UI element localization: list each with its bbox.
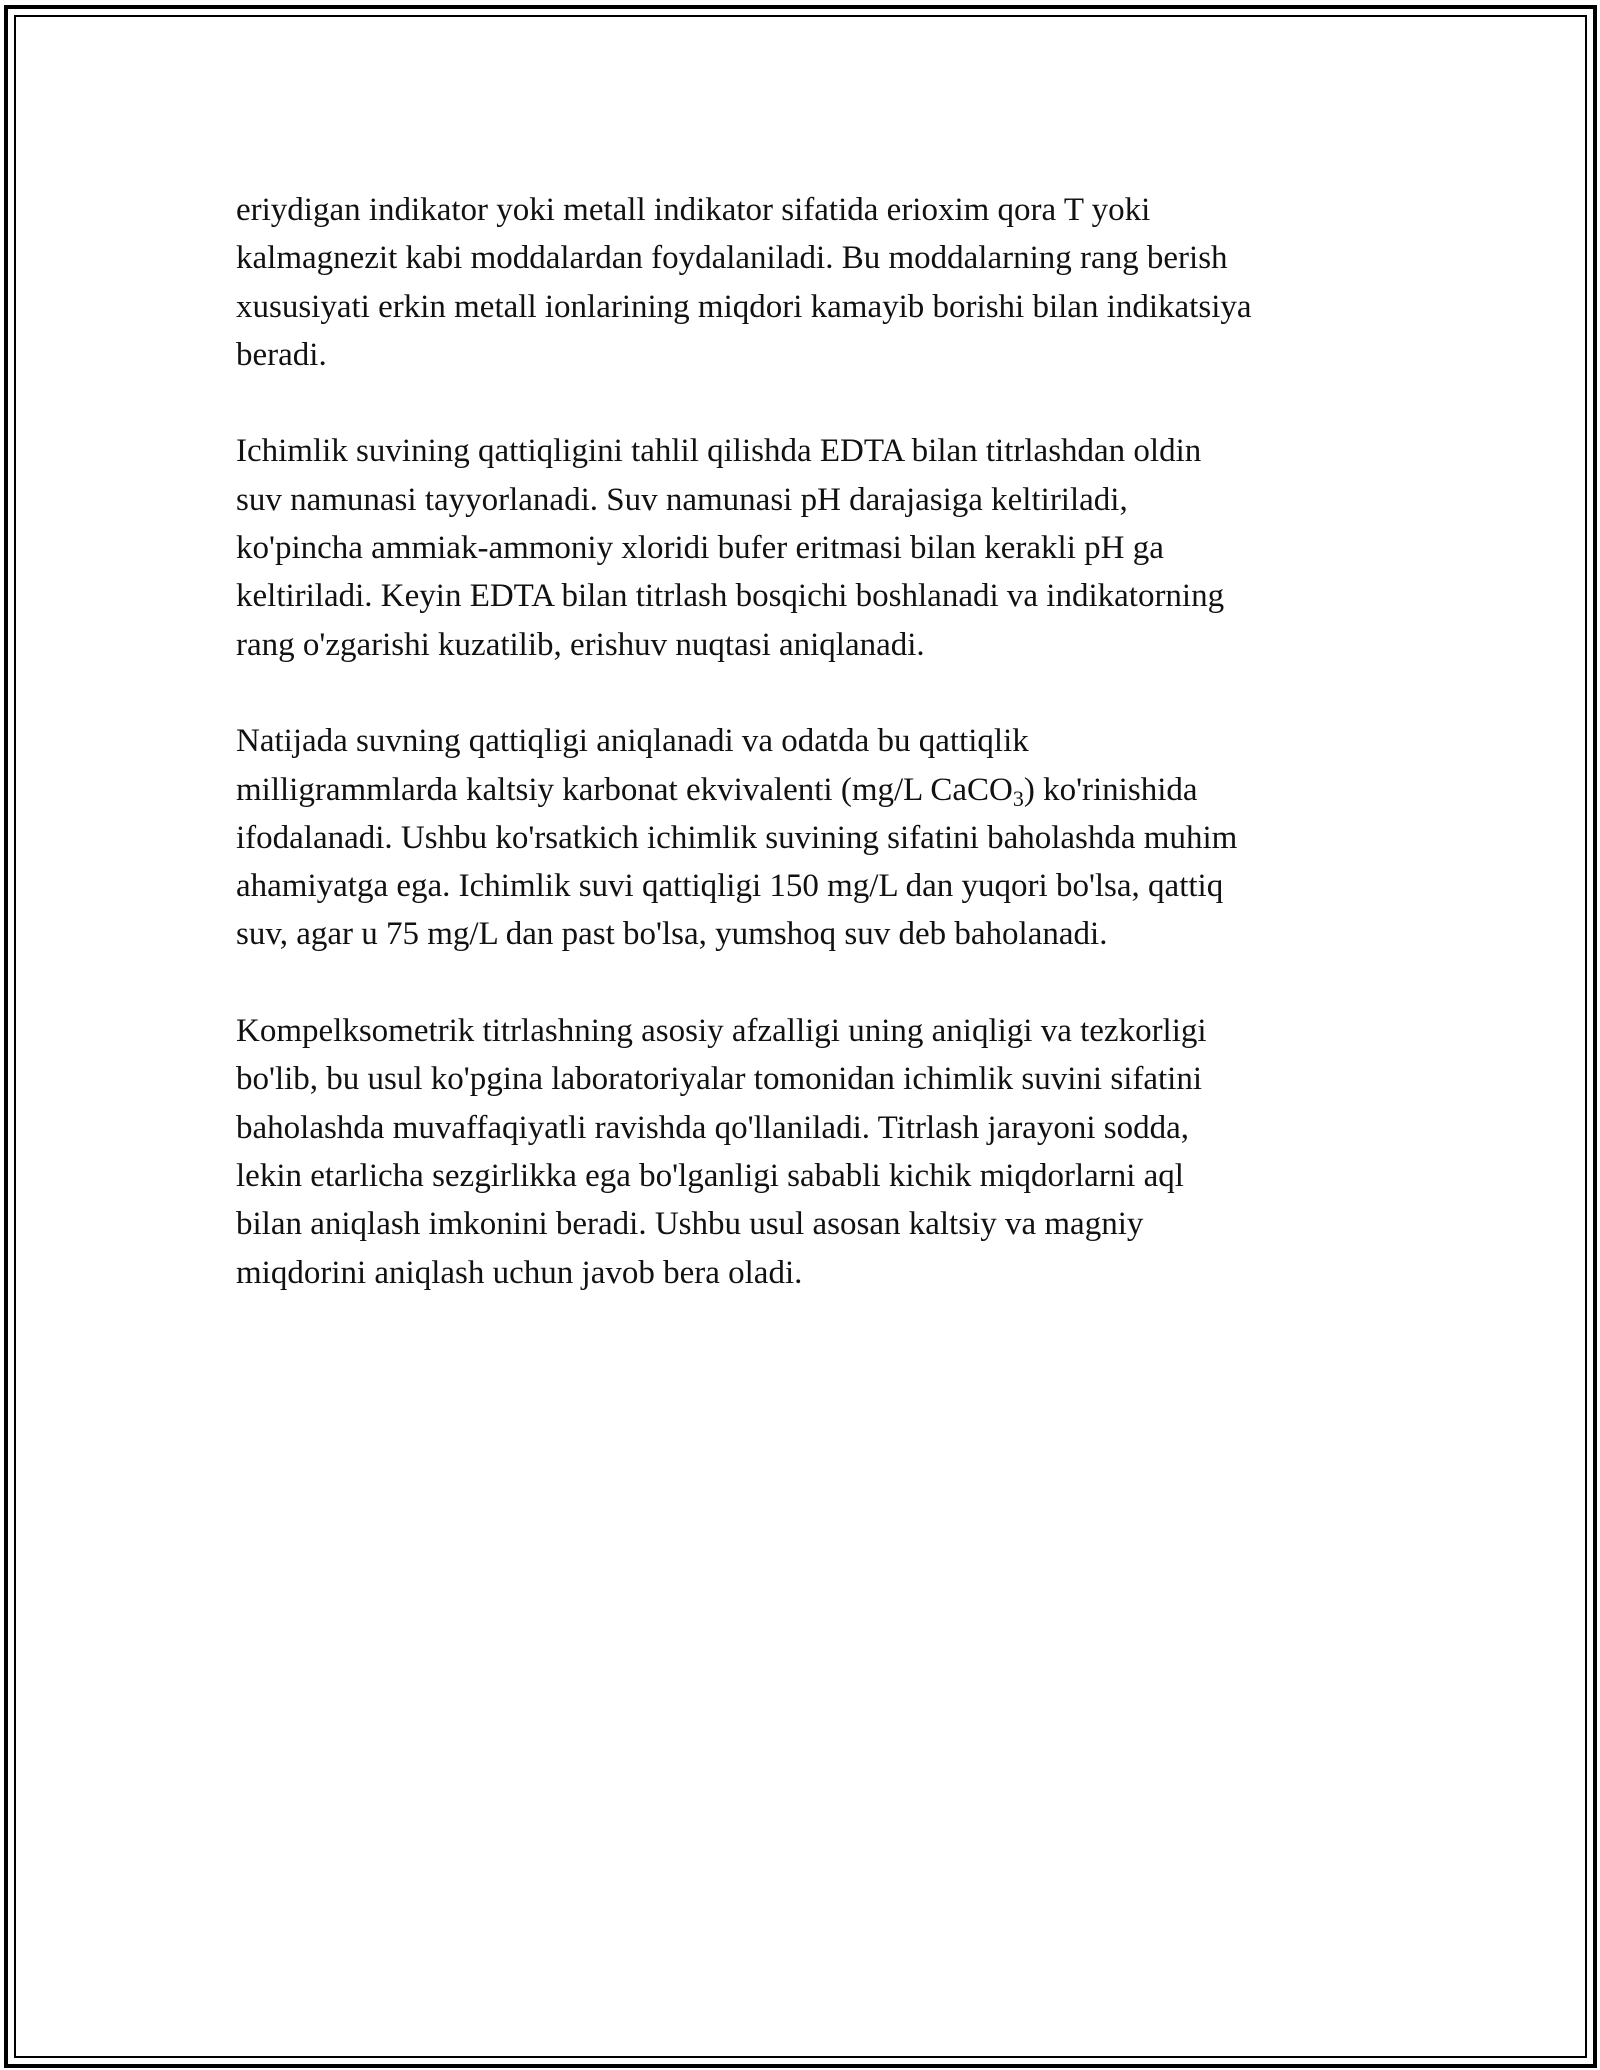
text-line: bilan aniqlash imkonini beradi. Ushbu usul asosan kaltsiy va magniy [236,1206,1144,1243]
document-body [236,186,1376,1345]
text-line: keltiriladi. Keyin EDTA bilan titrlash bosqichi boshlanadi va indikatorning [236,578,1225,615]
text-line: ahamiyatga ega. Ichimlik suvi qattiqligi 150 mg/L dan yuqori bo'lsa, qattiq [236,868,1224,905]
text-line: rang o'zgarishi kuzatilib, erishuv nuqtasi aniqlanadi. [236,626,925,663]
paragraph-4 [236,1007,1376,1297]
text-line: kalmagnezit kabi moddalardan foydalaniladi. Bu moddalarning rang berish [236,240,1228,277]
paragraph-1 [236,186,1376,379]
text-line: Ichimlik suvining qattiqligini tahlil qilishda EDTA bilan titrlashdan oldin [236,433,1202,470]
formula-subscript: 3 [1012,785,1024,811]
text-line: ko'pincha ammiak-ammoniy xloridi bufer eritmasi bilan kerakli pH ga [236,530,1164,567]
formula-text-after: ) ko'rinishida [1023,771,1198,808]
text-line: bo'lib, bu usul ko'pgina laboratoriyalar tomonidan ichimlik suvini sifatini [236,1061,1203,1098]
paragraph-3 [236,717,1376,958]
text-line: Natijada suvning qattiqligi aniqlanadi va odatda bu qattiqlik [236,723,1029,760]
text-line: eriydigan indikator yoki metall indikator sifatida erioxim qora T yoki [236,192,1151,228]
paragraph-2 [236,427,1376,668]
text-line: suv namunasi tayyorlanadi. Suv namunasi pH darajasiga keltiriladi, [236,481,1128,518]
text-line: xususiyati erkin metall ionlarining miqdori kamayib borishi bilan indikatsiya [236,288,1252,325]
text-line: ifodalanadi. Ushbu ko'rsatkich ichimlik suvining sifatini baholashda muhim [236,819,1238,856]
text-line: miqdorini aniqlash uchun javob bera oladi. [236,1254,803,1291]
text-line: suv, agar u 75 mg/L dan past bo'lsa, yumshoq suv deb baholanadi. [236,916,1108,953]
text-line: baholashda muvaffaqiyatli ravishda qo'llaniladi. Titrlash jarayoni sodda, [236,1109,1189,1146]
formula-line [236,766,1376,814]
formula-text-before: milligrammlarda kaltsiy karbonat ekvivalenti (mg/L CaCO [236,771,1013,808]
text-line: lekin etarlicha sezgirlikka ega bo'lganligi sababli kichik miqdorlarni aql [236,1157,1184,1194]
text-line: beradi. [236,336,327,373]
text-line: Kompelksometrik titrlashning asosiy afzalligi uning aniqligi va tezkorligi [236,1013,1207,1050]
